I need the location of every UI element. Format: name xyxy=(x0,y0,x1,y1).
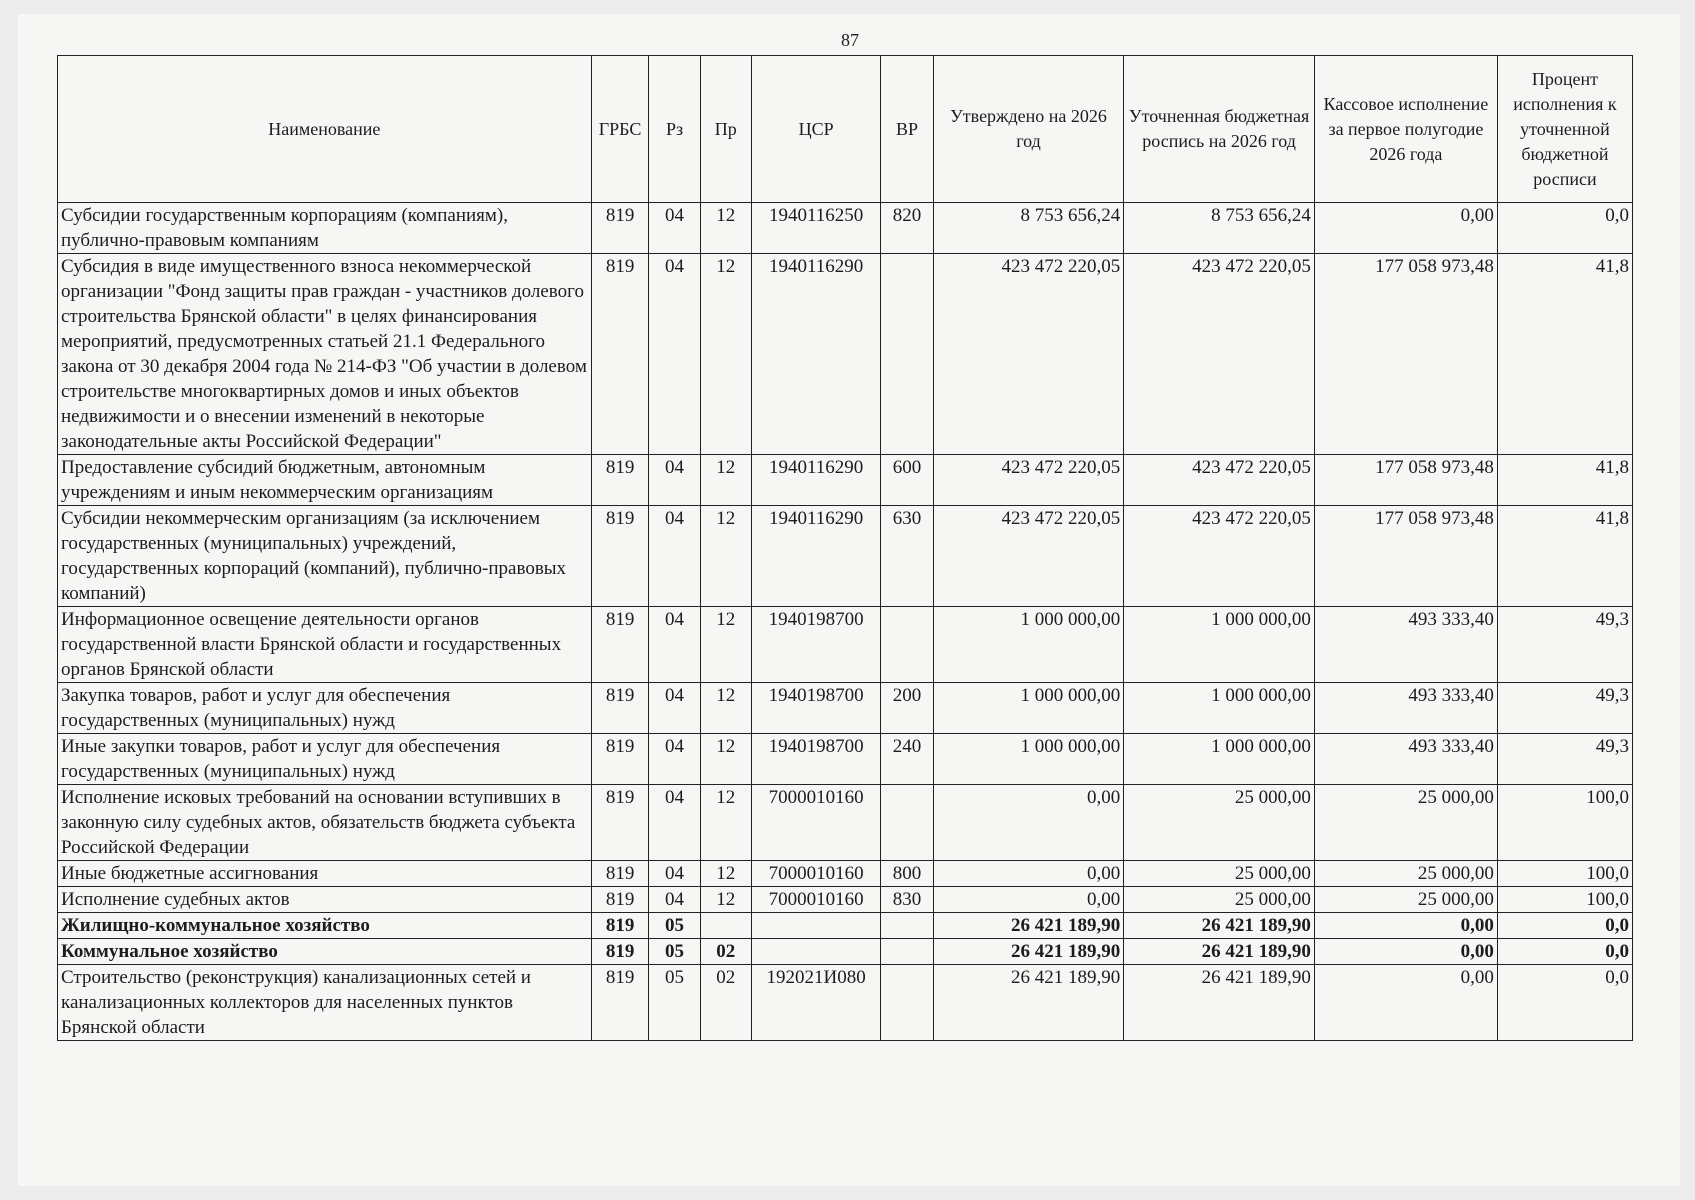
row-rz-cell: 05 xyxy=(649,913,700,939)
row-percent-cell: 49,3 xyxy=(1497,683,1632,734)
header-pr: Пр xyxy=(700,56,751,203)
row-refined-cell: 26 421 189,90 xyxy=(1124,965,1315,1041)
row-vr-cell xyxy=(881,607,933,683)
table-row xyxy=(58,607,1633,683)
row-name-cell: Жилищно-коммунальное хозяйство xyxy=(58,913,592,939)
row-pr-cell: 02 xyxy=(700,965,751,1041)
table-row xyxy=(58,785,1633,861)
table-header-row xyxy=(58,56,1633,203)
table-row xyxy=(58,455,1633,506)
row-cash-cell: 0,00 xyxy=(1314,939,1497,965)
row-approved-cell: 0,00 xyxy=(933,861,1124,887)
row-csr-cell: 1940116290 xyxy=(751,455,881,506)
row-vr-cell: 820 xyxy=(881,203,933,254)
row-csr-cell: 1940116250 xyxy=(751,203,881,254)
header-name: Наименование xyxy=(58,56,592,203)
row-approved-cell: 26 421 189,90 xyxy=(933,913,1124,939)
header-approved: Утверждено на 2026 год xyxy=(933,56,1124,203)
row-cash-cell: 177 058 973,48 xyxy=(1314,455,1497,506)
row-rz-cell: 04 xyxy=(649,607,700,683)
row-approved-cell: 8 753 656,24 xyxy=(933,203,1124,254)
header-vr: ВР xyxy=(881,56,933,203)
row-vr-cell: 600 xyxy=(881,455,933,506)
row-csr-cell: 7000010160 xyxy=(751,861,881,887)
row-percent-cell: 41,8 xyxy=(1497,455,1632,506)
row-refined-cell: 423 472 220,05 xyxy=(1124,455,1315,506)
row-csr-cell: 192021И080 xyxy=(751,965,881,1041)
row-rz-cell: 05 xyxy=(649,939,700,965)
row-percent-cell: 49,3 xyxy=(1497,734,1632,785)
header-csr: ЦСР xyxy=(751,56,881,203)
row-refined-cell: 423 472 220,05 xyxy=(1124,254,1315,455)
table-row xyxy=(58,887,1633,913)
row-grbs-cell: 819 xyxy=(591,203,649,254)
row-name-cell: Исполнение исковых требований на основании вступивших в законную силу судебных актов, обязательств бюджета субъекта Российской Федерации xyxy=(58,785,592,861)
row-cash-cell: 177 058 973,48 xyxy=(1314,506,1497,607)
row-grbs-cell: 819 xyxy=(591,683,649,734)
row-approved-cell: 423 472 220,05 xyxy=(933,506,1124,607)
row-refined-cell: 25 000,00 xyxy=(1124,861,1315,887)
row-grbs-cell: 819 xyxy=(591,785,649,861)
row-grbs-cell: 819 xyxy=(591,939,649,965)
row-grbs-cell: 819 xyxy=(591,913,649,939)
row-name-cell: Информационное освещение деятельности органов государственной власти Брянской области и государственных органов Брянской области xyxy=(58,607,592,683)
row-approved-cell: 1 000 000,00 xyxy=(933,683,1124,734)
row-cash-cell: 493 333,40 xyxy=(1314,734,1497,785)
row-percent-cell: 0,0 xyxy=(1497,203,1632,254)
row-approved-cell: 423 472 220,05 xyxy=(933,254,1124,455)
row-approved-cell: 0,00 xyxy=(933,887,1124,913)
row-vr-cell xyxy=(881,785,933,861)
row-approved-cell: 26 421 189,90 xyxy=(933,939,1124,965)
row-csr-cell: 1940198700 xyxy=(751,607,881,683)
row-percent-cell: 41,8 xyxy=(1497,254,1632,455)
row-vr-cell xyxy=(881,939,933,965)
row-grbs-cell: 819 xyxy=(591,887,649,913)
row-approved-cell: 423 472 220,05 xyxy=(933,455,1124,506)
header-rz: Рз xyxy=(649,56,700,203)
header-grbs: ГРБС xyxy=(591,56,649,203)
row-cash-cell: 25 000,00 xyxy=(1314,785,1497,861)
row-vr-cell: 200 xyxy=(881,683,933,734)
row-rz-cell: 04 xyxy=(649,887,700,913)
row-csr-cell xyxy=(751,913,881,939)
row-percent-cell: 49,3 xyxy=(1497,607,1632,683)
row-name-cell: Закупка товаров, работ и услуг для обеспечения государственных (муниципальных) нужд xyxy=(58,683,592,734)
row-refined-cell: 423 472 220,05 xyxy=(1124,506,1315,607)
table-row xyxy=(58,965,1633,1041)
row-name-cell: Исполнение судебных актов xyxy=(58,887,592,913)
table-row xyxy=(58,861,1633,887)
row-percent-cell: 0,0 xyxy=(1497,939,1632,965)
row-vr-cell: 240 xyxy=(881,734,933,785)
row-percent-cell: 0,0 xyxy=(1497,913,1632,939)
row-cash-cell: 493 333,40 xyxy=(1314,607,1497,683)
row-name-cell: Иные закупки товаров, работ и услуг для обеспечения государственных (муниципальных) нужд xyxy=(58,734,592,785)
row-rz-cell: 04 xyxy=(649,203,700,254)
row-rz-cell: 04 xyxy=(649,506,700,607)
row-rz-cell: 04 xyxy=(649,683,700,734)
row-pr-cell: 12 xyxy=(700,203,751,254)
header-percent: Процент исполнения к уточненной бюджетной росписи xyxy=(1497,56,1632,203)
row-vr-cell xyxy=(881,965,933,1041)
row-grbs-cell: 819 xyxy=(591,254,649,455)
table-row xyxy=(58,254,1633,455)
row-cash-cell: 0,00 xyxy=(1314,203,1497,254)
row-approved-cell: 26 421 189,90 xyxy=(933,965,1124,1041)
row-percent-cell: 100,0 xyxy=(1497,785,1632,861)
row-name-cell: Предоставление субсидий бюджетным, автономным учреждениям и иным некоммерческим организациям xyxy=(58,455,592,506)
table-row xyxy=(58,734,1633,785)
header-cash: Кассовое исполнение за первое полугодие 2026 года xyxy=(1314,56,1497,203)
row-refined-cell: 1 000 000,00 xyxy=(1124,607,1315,683)
row-vr-cell: 630 xyxy=(881,506,933,607)
row-percent-cell: 100,0 xyxy=(1497,861,1632,887)
row-csr-cell: 7000010160 xyxy=(751,887,881,913)
row-vr-cell xyxy=(881,913,933,939)
row-pr-cell: 12 xyxy=(700,455,751,506)
row-name-cell: Субсидия в виде имущественного взноса некоммерческой организации "Фонд защиты прав граждан - участников долевого строительства Брянской области" в целях финансирования мероприятий, предусмотренных статьей 21.1 Федерального закона от 30 декабря 2004 года № 214-ФЗ "Об участии в долевом строительстве многоквартирных домов и иных объектов недвижимости и о внесении изменений в некоторые законодательные акты Российской Федерации" xyxy=(58,254,592,455)
budget-table xyxy=(57,55,1633,1041)
row-refined-cell: 25 000,00 xyxy=(1124,785,1315,861)
row-pr-cell: 12 xyxy=(700,506,751,607)
table-row xyxy=(58,939,1633,965)
row-refined-cell: 1 000 000,00 xyxy=(1124,734,1315,785)
row-percent-cell: 100,0 xyxy=(1497,887,1632,913)
row-grbs-cell: 819 xyxy=(591,607,649,683)
row-cash-cell: 493 333,40 xyxy=(1314,683,1497,734)
row-percent-cell: 0,0 xyxy=(1497,965,1632,1041)
table-row xyxy=(58,203,1633,254)
row-pr-cell: 12 xyxy=(700,254,751,455)
row-csr-cell: 1940116290 xyxy=(751,506,881,607)
row-vr-cell xyxy=(881,254,933,455)
row-refined-cell: 26 421 189,90 xyxy=(1124,939,1315,965)
row-grbs-cell: 819 xyxy=(591,455,649,506)
table-row xyxy=(58,913,1633,939)
row-name-cell: Субсидии государственным корпорациям (компаниям), публично-правовым компаниям xyxy=(58,203,592,254)
row-grbs-cell: 819 xyxy=(591,965,649,1041)
row-grbs-cell: 819 xyxy=(591,506,649,607)
row-vr-cell: 830 xyxy=(881,887,933,913)
row-rz-cell: 05 xyxy=(649,965,700,1041)
row-approved-cell: 1 000 000,00 xyxy=(933,607,1124,683)
row-grbs-cell: 819 xyxy=(591,861,649,887)
row-cash-cell: 25 000,00 xyxy=(1314,887,1497,913)
row-name-cell: Коммунальное хозяйство xyxy=(58,939,592,965)
row-csr-cell: 1940198700 xyxy=(751,683,881,734)
row-rz-cell: 04 xyxy=(649,734,700,785)
row-rz-cell: 04 xyxy=(649,785,700,861)
row-pr-cell xyxy=(700,913,751,939)
row-csr-cell: 7000010160 xyxy=(751,785,881,861)
row-cash-cell: 0,00 xyxy=(1314,913,1497,939)
row-pr-cell: 12 xyxy=(700,734,751,785)
table-row xyxy=(58,683,1633,734)
row-name-cell: Строительство (реконструкция) канализационных сетей и канализационных коллекторов для населенных пунктов Брянской области xyxy=(58,965,592,1041)
row-refined-cell: 25 000,00 xyxy=(1124,887,1315,913)
row-refined-cell: 8 753 656,24 xyxy=(1124,203,1315,254)
row-approved-cell: 1 000 000,00 xyxy=(933,734,1124,785)
row-csr-cell: 1940116290 xyxy=(751,254,881,455)
row-pr-cell: 12 xyxy=(700,861,751,887)
row-pr-cell: 02 xyxy=(700,939,751,965)
row-pr-cell: 12 xyxy=(700,683,751,734)
page-number: 87 xyxy=(841,30,859,50)
row-percent-cell: 41,8 xyxy=(1497,506,1632,607)
row-pr-cell: 12 xyxy=(700,785,751,861)
header-refined: Уточненная бюджетная роспись на 2026 год xyxy=(1124,56,1315,203)
row-grbs-cell: 819 xyxy=(591,734,649,785)
row-csr-cell xyxy=(751,939,881,965)
row-rz-cell: 04 xyxy=(649,455,700,506)
row-cash-cell: 177 058 973,48 xyxy=(1314,254,1497,455)
row-name-cell: Иные бюджетные ассигнования xyxy=(58,861,592,887)
row-cash-cell: 25 000,00 xyxy=(1314,861,1497,887)
row-approved-cell: 0,00 xyxy=(933,785,1124,861)
row-refined-cell: 1 000 000,00 xyxy=(1124,683,1315,734)
row-pr-cell: 12 xyxy=(700,887,751,913)
row-cash-cell: 0,00 xyxy=(1314,965,1497,1041)
row-rz-cell: 04 xyxy=(649,861,700,887)
row-vr-cell: 800 xyxy=(881,861,933,887)
row-rz-cell: 04 xyxy=(649,254,700,455)
row-csr-cell: 1940198700 xyxy=(751,734,881,785)
row-refined-cell: 26 421 189,90 xyxy=(1124,913,1315,939)
row-pr-cell: 12 xyxy=(700,607,751,683)
row-name-cell: Субсидии некоммерческим организациям (за исключением государственных (муниципальных) учреждений, государственных корпораций (компаний), публично-правовых компаний) xyxy=(58,506,592,607)
table-row xyxy=(58,506,1633,607)
